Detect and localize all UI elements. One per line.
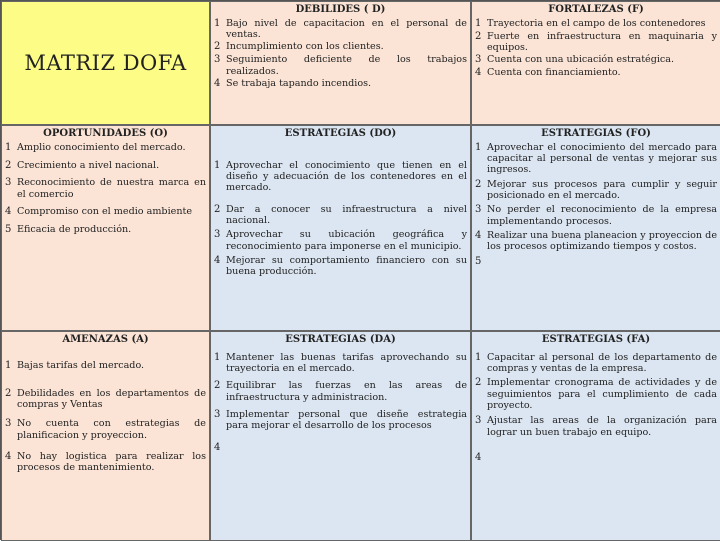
estrategias-fo-cell: [471, 125, 720, 331]
oportunidades-cell: [1, 125, 210, 331]
estrategias-do-cell: [210, 125, 471, 331]
list-item: 3 Reconocimiento de nuestra marca en el comercio: [5, 177, 206, 200]
fortalezas-header: FORTALEZAS (F): [548, 4, 644, 15]
list-item: 2 Incumplimiento con los clientes.: [214, 41, 384, 53]
oportunidades-header: OPORTUNIDADES (O): [43, 128, 168, 139]
list-item: 4: [214, 441, 221, 453]
estrategias-da-cell: [210, 331, 471, 541]
list-item: 1 Bajas tarifas del mercado.: [5, 359, 145, 371]
list-item: 2 Equilibrar las fuerzas en las areas de infraestructura y administracion.: [214, 380, 467, 403]
list-item: 1 Aprovechar el conocimiento que tienen en el diseño y adecuación de los contenedores en el mercado.: [214, 159, 467, 194]
list-item: 5: [475, 255, 482, 267]
list-item: 2 Mejorar sus procesos para cumplir y seguir posicionado en el mercado.: [475, 178, 717, 202]
list-item: 3 Implementar personal que diseñe estrategia para mejorar el desarrollo de los procesos: [214, 409, 467, 432]
list-item: 1 Aprovechar el conocimiento del mercado para capacitar al personal de ventas y mejorar sus ingresos.: [475, 141, 717, 176]
list-item: 3 No cuenta con estrategias de planificacion y proyeccion.: [5, 418, 206, 441]
list-item: 4 No hay logistica para realizar los procesos de mantenimiento.: [5, 450, 206, 474]
debilidades-header: DEBILIDES ( D): [295, 4, 386, 15]
list-item: 3 Ajustar las areas de la organización para lograr un buen trabajo en equipo.: [475, 415, 717, 438]
list-item: 4 Se trabaja tapando incendios.: [214, 77, 372, 89]
list-item: 3 Seguimiento deficiente de los trabajos realizados.: [214, 54, 467, 77]
estrategias-fo-header: ESTRATEGIAS (FO): [541, 128, 651, 139]
list-item: 1 Capacitar al personal de los departamento de compras y ventas de la empresa.: [475, 351, 717, 375]
debilidades-cell: [210, 1, 471, 125]
list-item: 2 Crecimiento a nivel nacional.: [5, 159, 160, 171]
estrategias-fa-header: ESTRATEGIAS (FA): [541, 334, 651, 345]
list-item: 1 Trayectoria en el campo de los contenedores: [475, 17, 706, 29]
list-item: 4: [475, 451, 482, 463]
list-item: 3 No perder el reconocimiento de la empresa implementando procesos.: [475, 204, 717, 227]
list-item: 1 Bajo nivel de capacitacion en el personal de ventas.: [214, 17, 467, 41]
list-item: 4 Realizar una buena planeacion y proyeccion de los procesos optimizando tiempos y costos.: [475, 229, 717, 253]
amenazas-cell: [1, 331, 210, 541]
title-cell: [1, 1, 210, 125]
page-title: MATRIZ DOFA: [24, 50, 187, 75]
list-item: 3 Cuenta con una ubicación estratégica.: [475, 54, 675, 66]
list-item: 4 Compromiso con el medio ambiente: [5, 206, 193, 218]
list-item: 4 Mejorar su comportamiento financiero con su buena producción.: [214, 254, 467, 278]
list-item: 2 Debilidades en los departamentos de compras y Ventas: [5, 387, 206, 410]
list-item: 3 Aprovechar su ubicación geográfica y reconocimiento para imponerse en el municipio.: [214, 229, 467, 252]
list-item: 2 Dar a conocer su infraestructura a nivel nacional.: [214, 203, 467, 227]
estrategias-da-header: ESTRATEGIAS (DA): [285, 334, 396, 345]
list-item: 2 Implementar cronograma de actividades y de seguimientos para el cumplimiento de cada proyecto.: [475, 377, 717, 412]
list-item: 5 Eficacia de producción.: [5, 223, 132, 235]
estrategias-fa-cell: [471, 331, 720, 541]
amenazas-header: AMENAZAS (A): [62, 334, 149, 345]
estrategias-do-header: ESTRATEGIAS (DO): [284, 128, 397, 139]
list-item: 1 Mantener las buenas tarifas aprovechando su trayectoria en el mercado.: [214, 351, 467, 375]
list-item: 4 Cuenta con financiamiento.: [475, 67, 621, 79]
fortalezas-cell: [471, 1, 720, 125]
list-item: 2 Fuerte en infraestructura en maquinaria y equipos.: [475, 30, 717, 53]
list-item: 1 Amplio conocimiento del mercado.: [5, 141, 186, 153]
